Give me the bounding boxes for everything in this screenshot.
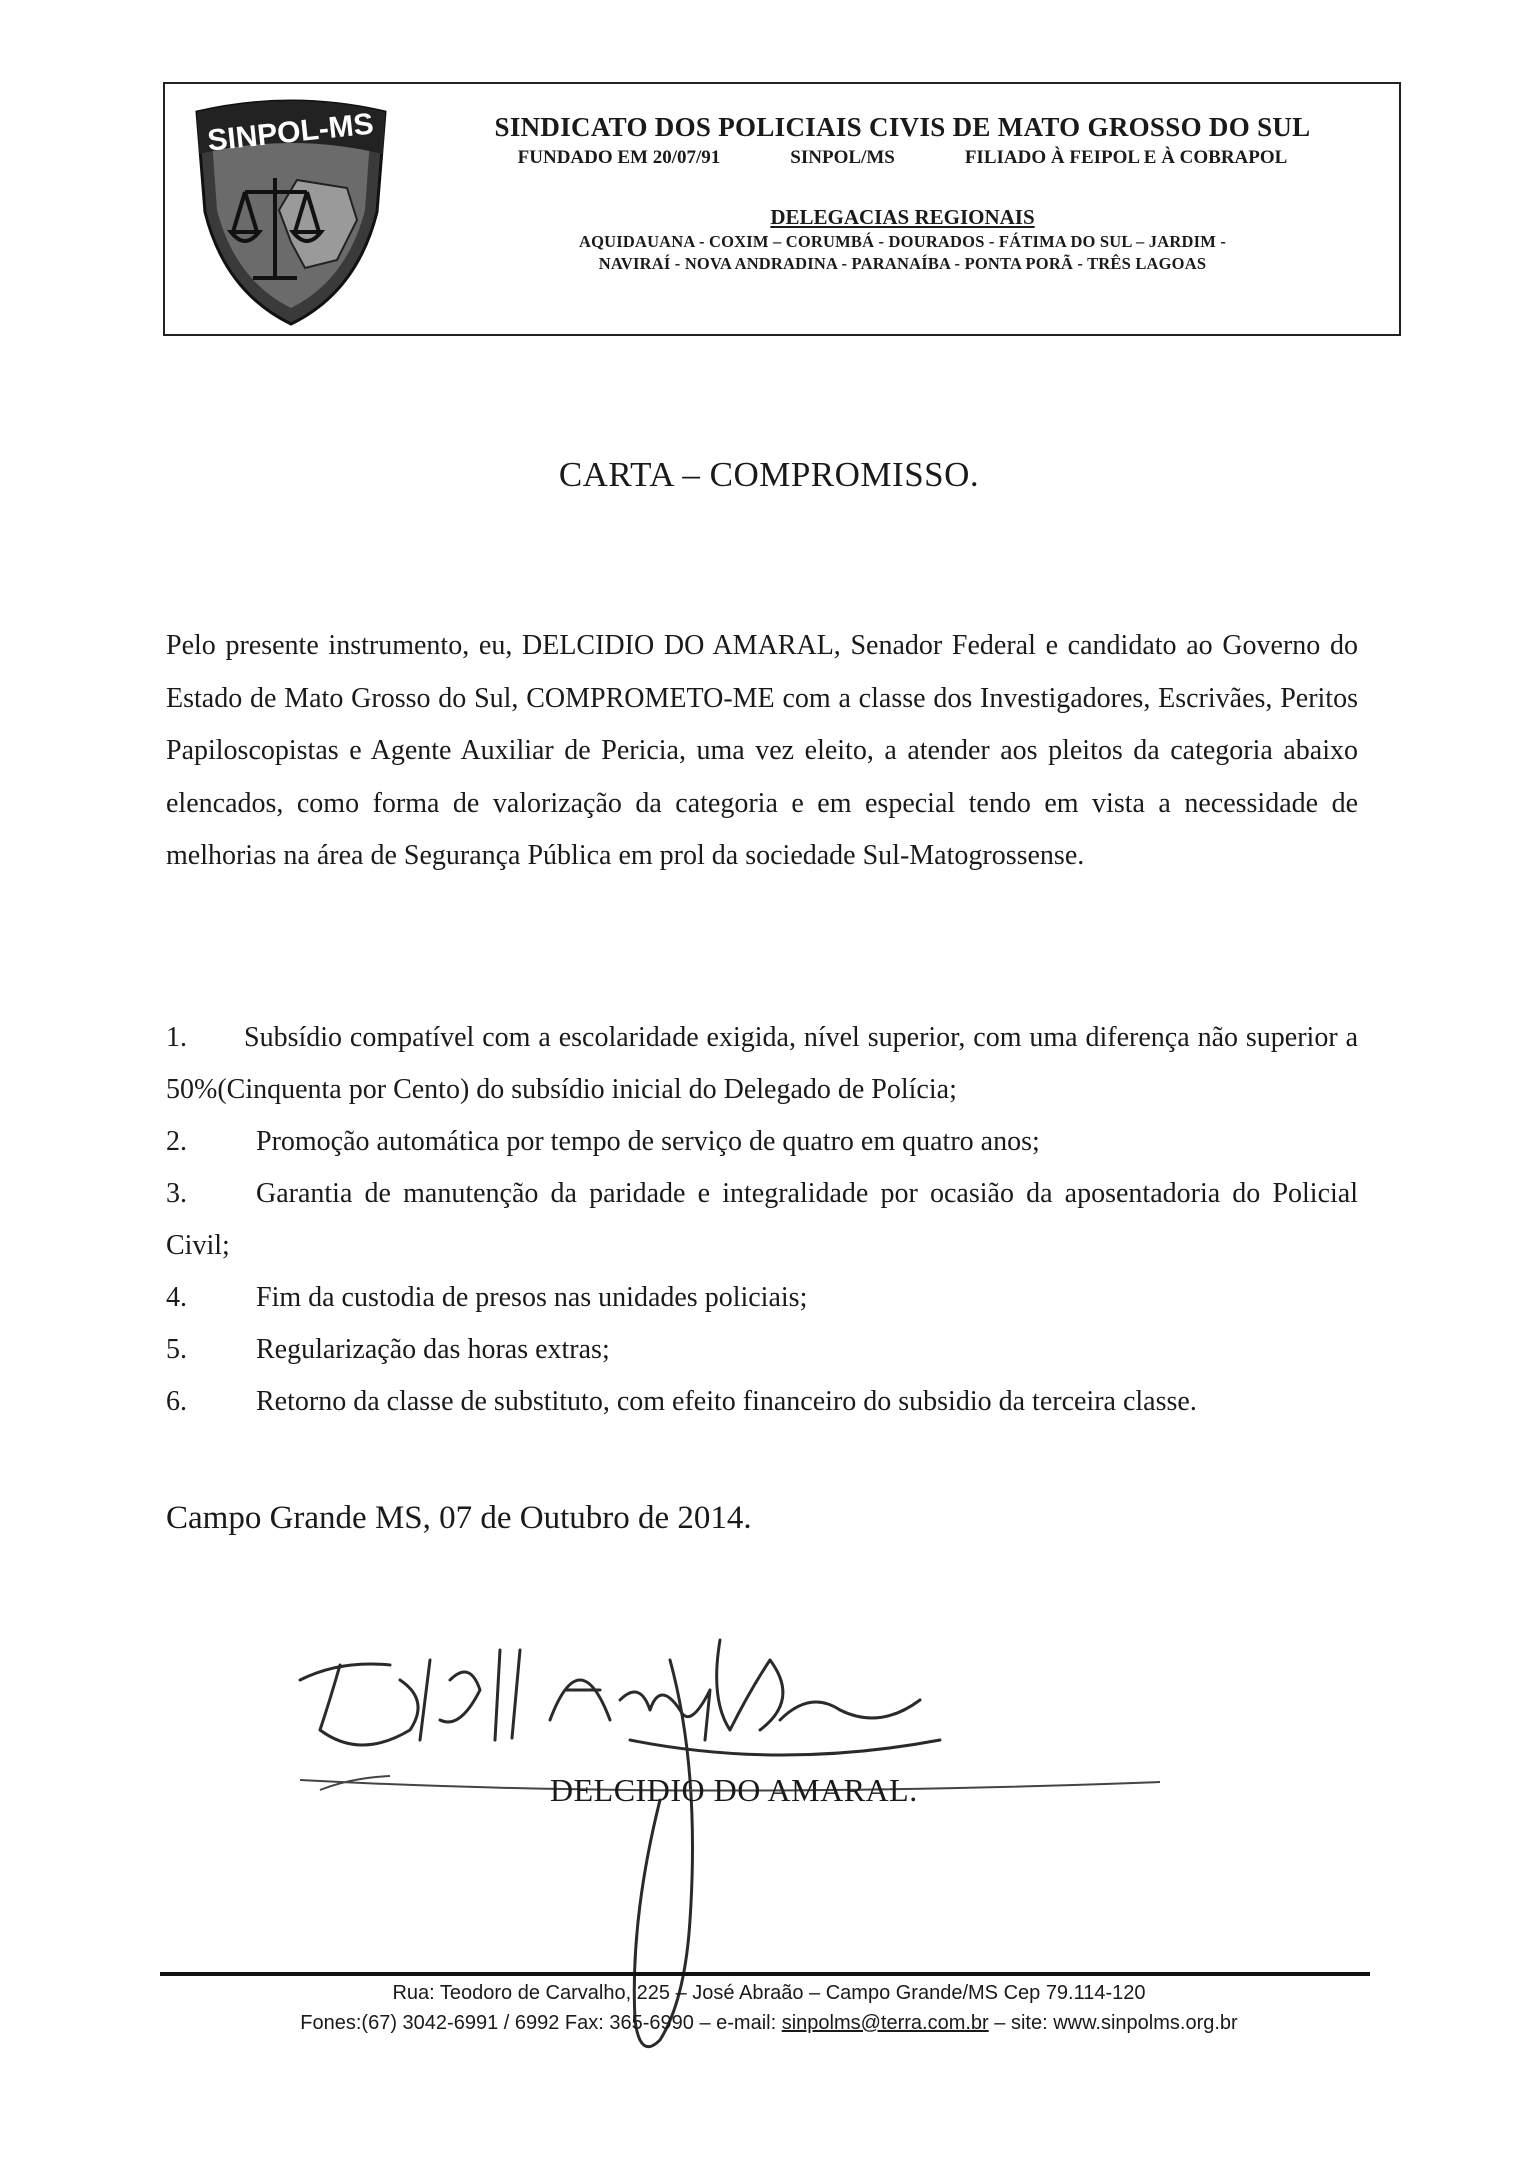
item-number: 4. [166,1282,187,1313]
list-item [166,1376,1358,1428]
item-text: Regularização das horas extras; [256,1334,610,1365]
footer-address: Rua: Teodoro de Carvalho, 225 – José Abraão – Campo Grande/MS Cep 79.114-120 [392,1982,1146,2004]
letterhead-text [415,112,1390,274]
handwritten-signature [280,1620,1180,2080]
item-number: 5. [166,1334,187,1365]
item-number: 1. [166,1022,187,1053]
item-text: Fim da custodia de presos nas unidades policiais; [256,1282,808,1313]
list-item [166,1324,1358,1376]
list-item [166,1116,1358,1168]
footer-contacts [0,2012,1538,2035]
affiliation: FILIADO À FEIPOL E À COBRAPOL [964,147,1288,168]
letterhead [163,82,1401,336]
union-subtitle [415,147,1390,169]
list-item [166,1272,1358,1324]
svg-text:SINPOL-MS: SINPOL-MS [205,107,376,158]
date-line: Campo Grande MS, 07 de Outubro de 2014. [166,1500,752,1536]
regional-offices-line-2: NAVIRAÍ - NOVA ANDRADINA - PARANAÍBA - PONTA PORÃ - TRÊS LAGOAS [598,254,1207,273]
item-text: Retorno da classe de substituto, com efeito financeiro do subsidio da terceira classe. [256,1386,1197,1417]
item-number: 3. [166,1178,187,1209]
footer-divider [160,1972,1370,1976]
union-acronym: SINPOL/MS [790,147,895,168]
list-item [166,1012,1358,1116]
signer-name: DELCIDIO DO AMARAL. [550,1772,918,1808]
item-number: 2. [166,1126,187,1157]
item-text: Garantia de manutenção da paridade e integralidade por ocasião da aposentadoria do Policial Civil; [166,1178,1358,1261]
footer-site: – site: www.sinpolms.org.br [988,2012,1238,2034]
union-name: SINDICATO DOS POLICIAIS CIVIS DE MATO GROSSO DO SUL [494,112,1311,142]
footer-phones: Fones:(67) 3042-6991 / 6992 Fax: 365-6990 – e-mail: [300,2012,782,2034]
list-item [166,1168,1358,1272]
regional-offices-line-1: AQUIDAUANA - COXIM – CORUMBÁ - DOURADOS - FÁTIMA DO SUL – JARDIM - [578,232,1227,251]
body-paragraph: Pelo presente instrumento, eu, DELCIDIO DO AMARAL, Senador Federal e candidato ao Governo do Estado de Mato Grosso do Sul, COMPROMETO-ME com a classe dos Investigadores, Escrivães, Peritos Papiloscopistas e Agente Auxiliar de Pericia, uma vez eleito, a atender aos pleitos da categoria abaixo elencados, como forma de valorização da categoria e em especial tendo em vista a necessidade de melhorias na área de Segurança Pública em prol da sociedade Sul-Matogrossense. [166,630,1358,871]
founded-date: FUNDADO EM 20/07/91 [517,147,721,168]
document-title: CARTA – COMPROMISSO. [558,455,980,494]
sinpol-shield-logo [187,92,395,330]
item-number: 6. [166,1386,187,1417]
regional-offices-title: DELEGACIAS REGIONAIS [770,205,1035,229]
demands-list [166,1012,1358,1428]
item-text: Subsídio compatível com a escolaridade exigida, nível superior, com uma diferença não superior a 50%(Cinquenta por Cento) do subsídio inicial do Delegado de Polícia; [166,1022,1358,1105]
footer-email-link[interactable]: sinpolms@terra.com.br [781,2012,989,2034]
item-text: Promoção automática por tempo de serviço de quatro em quatro anos; [256,1126,1040,1157]
